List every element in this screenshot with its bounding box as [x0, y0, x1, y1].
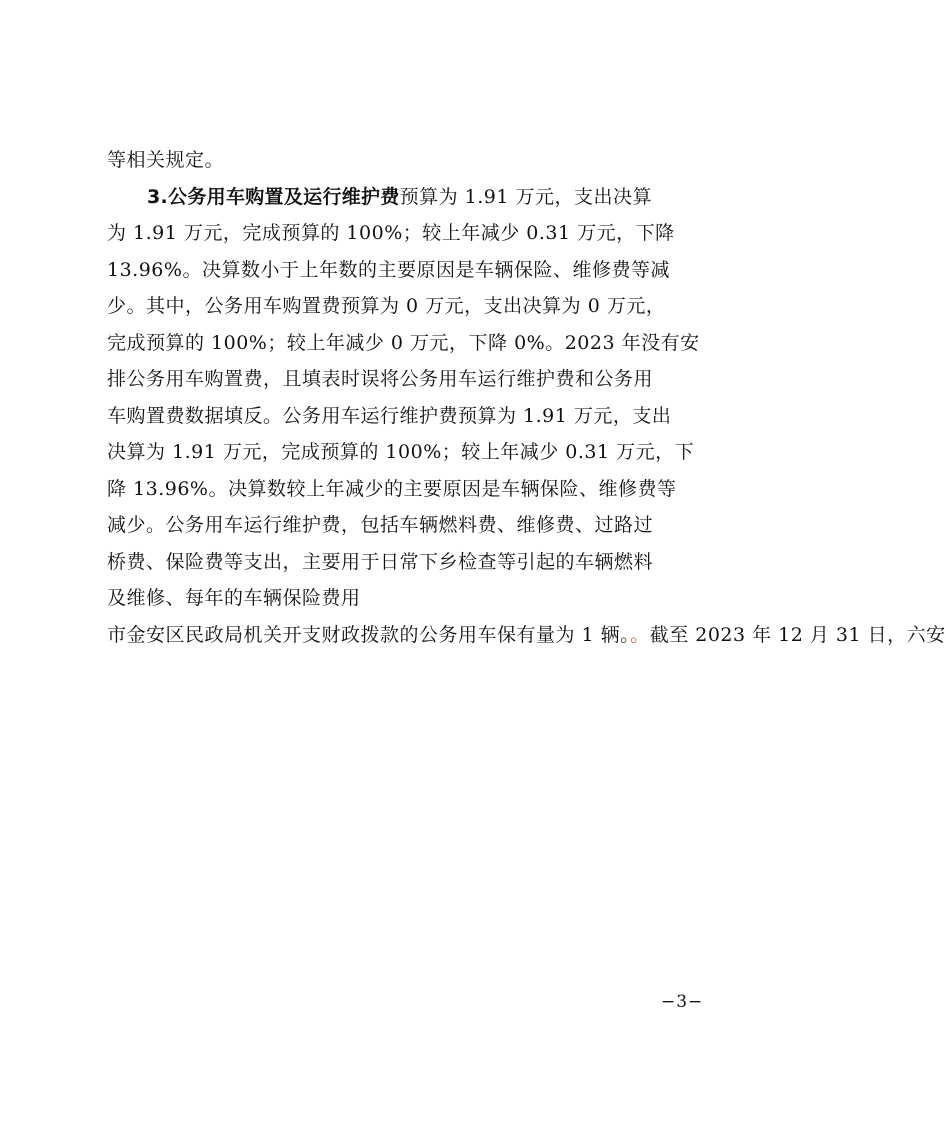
text-line-with-mark: [107, 617, 946, 654]
text-line: 决算为 1.91 万元，完成预算的 100%；较上年减少 0.31 万元，下: [107, 441, 695, 463]
text-line: 少。其中，公务用车购置费预算为 0 万元，支出决算为 0 万元，: [107, 295, 666, 317]
text-line: 13.96%。决算数小于上年数的主要原因是车辆保险、维修费等减: [107, 258, 670, 281]
section-heading: 3.公务用车购置及运行维护费: [147, 185, 400, 208]
text-line: 排公务用车购置费，且填表时误将公务用车运行维护费和公务用: [107, 368, 654, 390]
paragraph-intro-tail: 等相关规定。: [107, 149, 225, 171]
red-period-mark: 。: [630, 623, 650, 646]
text-line: 为 1.91 万元，完成预算的 100%；较上年减少 0.31 万元，下降: [107, 222, 675, 244]
text-segment: 截至 2023 年 12 月 31 日，六安: [649, 623, 946, 646]
text-line: 减少。公务用车运行维护费，包括车辆燃料费、维修费、过路过: [107, 514, 654, 536]
text-line: 车购置费数据填反。公务用车运行维护费预算为 1.91 万元，支出: [107, 404, 672, 427]
text-line: 桥费、保险费等支出，主要用于日常下乡检查等引起的车辆燃料: [107, 550, 654, 573]
section-paragraph-first-line: [107, 179, 692, 216]
text-line: 降 13.96%。决算数较上年减少的主要原因是车辆保险、维修费等: [107, 477, 677, 500]
text-line: 预算为 1.91 万元，支出决算: [399, 185, 653, 208]
text-segment: 市金安区民政局机关开支财政拨款的公务用车保有量为 1 辆。: [107, 623, 631, 646]
text-line: 及维修、每年的车辆保险费用: [107, 587, 361, 609]
document-body: [107, 142, 946, 653]
text-line: 完成预算的 100%；较上年减少 0 万元，下降 0%。2023 年没有安: [107, 331, 700, 354]
page-number: −3−: [661, 992, 704, 1012]
